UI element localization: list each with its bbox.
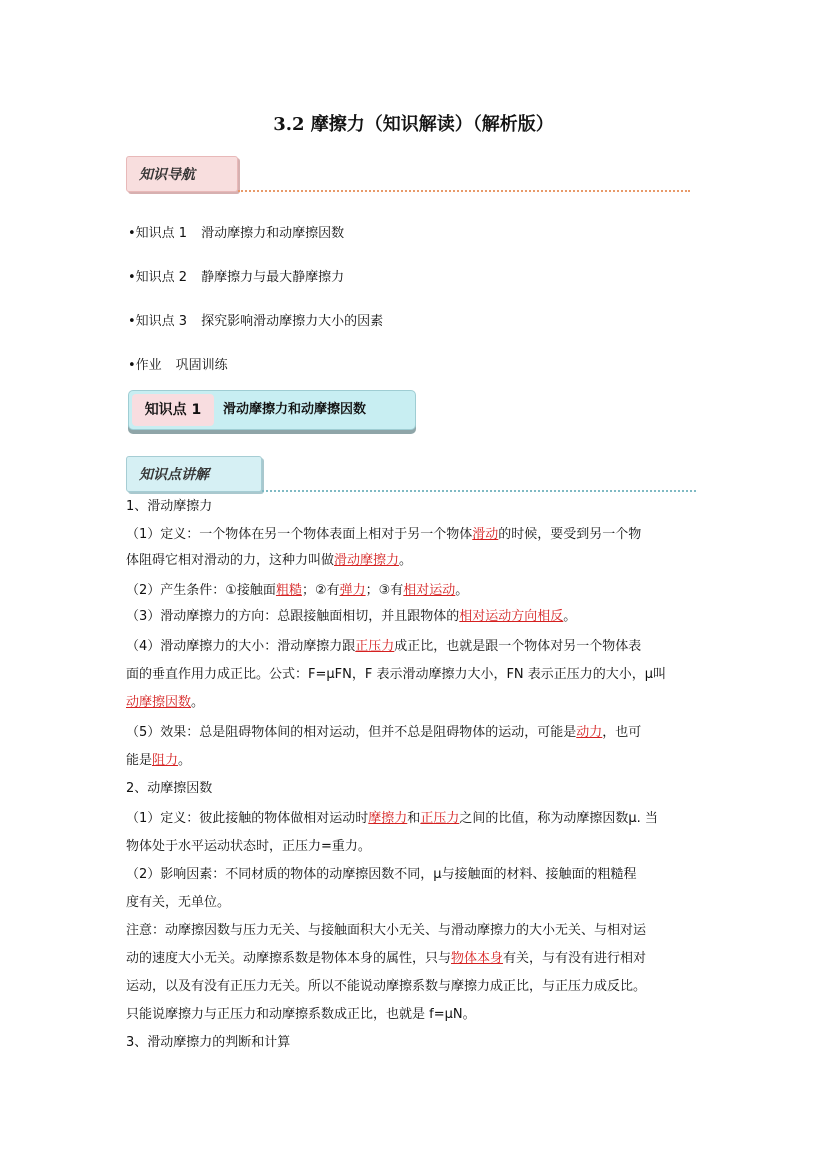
nav-divider	[238, 190, 690, 192]
highlight-term: 正压力	[420, 811, 460, 826]
highlight-term: 相对运动	[403, 583, 456, 598]
text-segment: （3）滑动摩擦力的方向：总跟接触面相切，并且跟物体的	[126, 609, 460, 624]
text-line	[126, 978, 706, 996]
kp1-tag: 知识点 1	[132, 394, 214, 426]
text-segment: 只能说摩擦力与正压力和动摩擦系数成正比，也就是 f=μN。	[126, 1007, 476, 1022]
text-segment: 动的速度大小无关。动摩擦系数是物体本身的属性，只与	[126, 951, 452, 966]
text-segment: （5）效果：总是阻碍物体间的相对运动，但并不总是阻碍物体的运动，可能是	[126, 725, 577, 740]
text-segment: 3、滑动摩擦力的判断和计算	[126, 1035, 291, 1050]
nav-item-label: •知识点 3	[128, 314, 188, 329]
text-segment: 2、动摩擦因数	[126, 781, 213, 796]
highlight-term: 物体本身	[451, 951, 504, 966]
highlight-term: 粗糙	[275, 583, 302, 598]
explain-banner: 知识点讲解	[126, 456, 262, 492]
nav-banner: 知识导航	[126, 156, 238, 192]
text-line	[126, 838, 706, 856]
nav-item	[128, 222, 344, 241]
highlight-term: 滑动摩擦力	[334, 553, 400, 568]
text-line	[126, 694, 706, 712]
text-segment: ，也可	[602, 725, 642, 740]
text-line	[126, 922, 706, 940]
text-line	[126, 752, 706, 770]
text-segment: （2）产生条件：①接触面	[126, 583, 276, 598]
text-segment: 成正比，也就是跟一个物体对另一个物体表	[394, 639, 642, 654]
text-line	[126, 638, 706, 656]
text-segment: 。	[399, 553, 413, 568]
text-segment: ；③有	[365, 583, 404, 598]
nav-item	[128, 310, 383, 329]
text-segment: 。	[455, 583, 469, 598]
nav-item-text: 静摩擦力与最大静摩擦力	[201, 270, 345, 285]
page-title: 3.2 摩擦力（知识解读）（解析版）	[273, 114, 554, 135]
nav-item-text: 巩固训练	[175, 358, 228, 373]
text-segment: 运动，以及有没有正压力无关。所以不能说动摩擦系数与摩擦力成正比，与正压力成反比。	[126, 979, 647, 994]
text-line	[126, 498, 706, 516]
text-segment: 的时候，要受到另一个物	[498, 527, 642, 542]
text-line	[126, 608, 706, 626]
highlight-term: 滑动	[472, 527, 499, 542]
text-segment: ；②有	[301, 583, 340, 598]
text-line	[126, 1006, 706, 1024]
highlight-term: 摩擦力	[368, 811, 408, 826]
nav-item-label: •知识点 1	[128, 226, 188, 241]
text-segment: 体阻碍它相对滑动的力，这种力叫做	[126, 553, 335, 568]
text-segment: 度有关，无单位。	[126, 895, 231, 910]
text-segment: （1）定义：一个物体在另一个物体表面上相对于另一个物体	[126, 527, 473, 542]
text-line	[126, 894, 706, 912]
text-line	[126, 780, 706, 798]
text-line	[126, 866, 706, 884]
highlight-term: 相对运动方向相反	[459, 609, 564, 624]
text-segment: 物体处于水平运动状态时，正压力=重力。	[126, 839, 371, 854]
text-line	[126, 1034, 706, 1052]
explain-divider	[262, 490, 696, 492]
highlight-term: 正压力	[355, 639, 395, 654]
text-line	[126, 724, 706, 742]
text-segment: （1）定义：彼此接触的物体做相对运动时	[126, 811, 369, 826]
text-segment: 能是	[126, 753, 153, 768]
text-line	[126, 810, 706, 828]
text-segment: 面的垂直作用力成正比。公式：F=μFN，F 表示滑动摩擦力大小，FN 表示正压力的大小，μ叫	[126, 667, 667, 682]
text-segment: 和	[407, 811, 421, 826]
text-segment: 。	[178, 753, 192, 768]
text-segment: 有关，与有没有进行相对	[503, 951, 647, 966]
nav-item-text: 滑动摩擦力和动摩擦因数	[201, 226, 345, 241]
text-segment: （2）影响因素：不同材质的物体的动摩擦因数不同，μ与接触面的材料、接触面的粗糙程	[126, 867, 637, 882]
highlight-term: 阻力	[152, 753, 179, 768]
text-line	[126, 950, 706, 968]
text-line	[126, 666, 706, 684]
nav-item-label: •知识点 2	[128, 270, 188, 285]
text-segment: （4）滑动摩擦力的大小：滑动摩擦力跟	[126, 639, 356, 654]
text-line	[126, 582, 706, 600]
text-line	[126, 526, 706, 544]
nav-item	[128, 266, 344, 285]
text-segment: 之间的比值，称为动摩擦因数μ. 当	[459, 811, 658, 826]
kp1-title: 滑动摩擦力和动摩擦因数	[223, 402, 367, 417]
highlight-term: 动力	[576, 725, 603, 740]
text-segment: 。	[191, 695, 205, 710]
nav-item-label: •作业	[128, 358, 162, 373]
text-segment: 1、滑动摩擦力	[126, 499, 213, 514]
highlight-term: 弹力	[339, 583, 366, 598]
text-segment: 注意：动摩擦因数与压力无关、与接触面积大小无关、与滑动摩擦力的大小无关、与相对运	[126, 923, 647, 938]
nav-item	[128, 354, 228, 373]
highlight-term: 动摩擦因数	[126, 695, 192, 710]
nav-item-text: 探究影响滑动摩擦力大小的因素	[201, 314, 384, 329]
kp1-heading	[128, 390, 416, 430]
text-segment: 。	[563, 609, 577, 624]
text-line	[126, 552, 706, 570]
